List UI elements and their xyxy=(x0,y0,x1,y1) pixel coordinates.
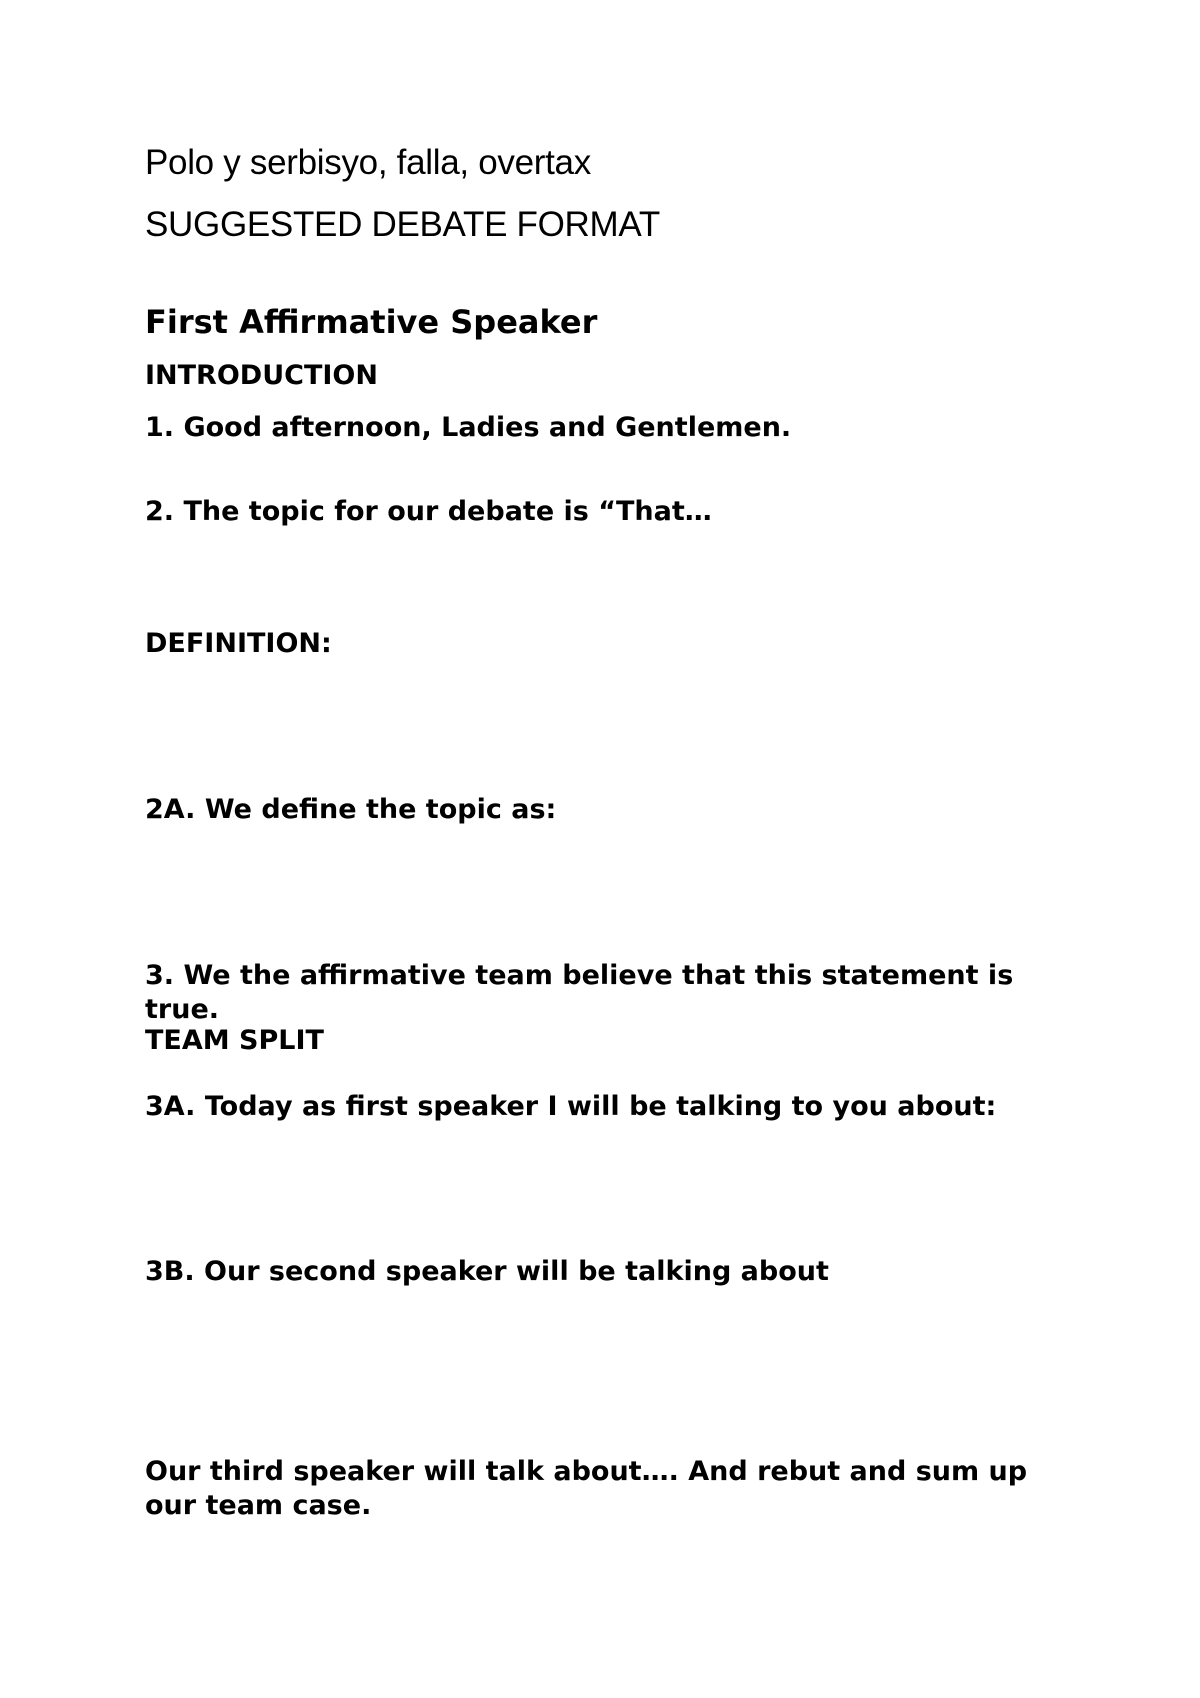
team-split-heading: TEAM SPLIT xyxy=(145,1025,324,1056)
point-2: 2. The topic for our debate is “That… xyxy=(145,496,712,527)
definition-heading: DEFINITION: xyxy=(145,628,332,659)
format-title: SUGGESTED DEBATE FORMAT xyxy=(145,205,660,244)
point-3b: 3B. Our second speaker will be talking about xyxy=(145,1256,829,1287)
point-1: 1. Good afternoon, Ladies and Gentlemen. xyxy=(145,412,792,443)
speaker-heading: First Affirmative Speaker xyxy=(145,303,598,341)
point-2a: 2A. We define the topic as: xyxy=(145,794,557,825)
third-speaker-line: Our third speaker will talk about…. And rebut and sum up our team case. xyxy=(145,1456,1028,1521)
point-3: 3. We the affirmative team believe that this statement is true. xyxy=(145,960,1014,1025)
point-3a: 3A. Today as first speaker I will be talking to you about: xyxy=(145,1091,997,1122)
introduction-heading: INTRODUCTION xyxy=(145,360,378,391)
topic-line: Polo y serbisyo, falla, overtax xyxy=(145,143,591,182)
